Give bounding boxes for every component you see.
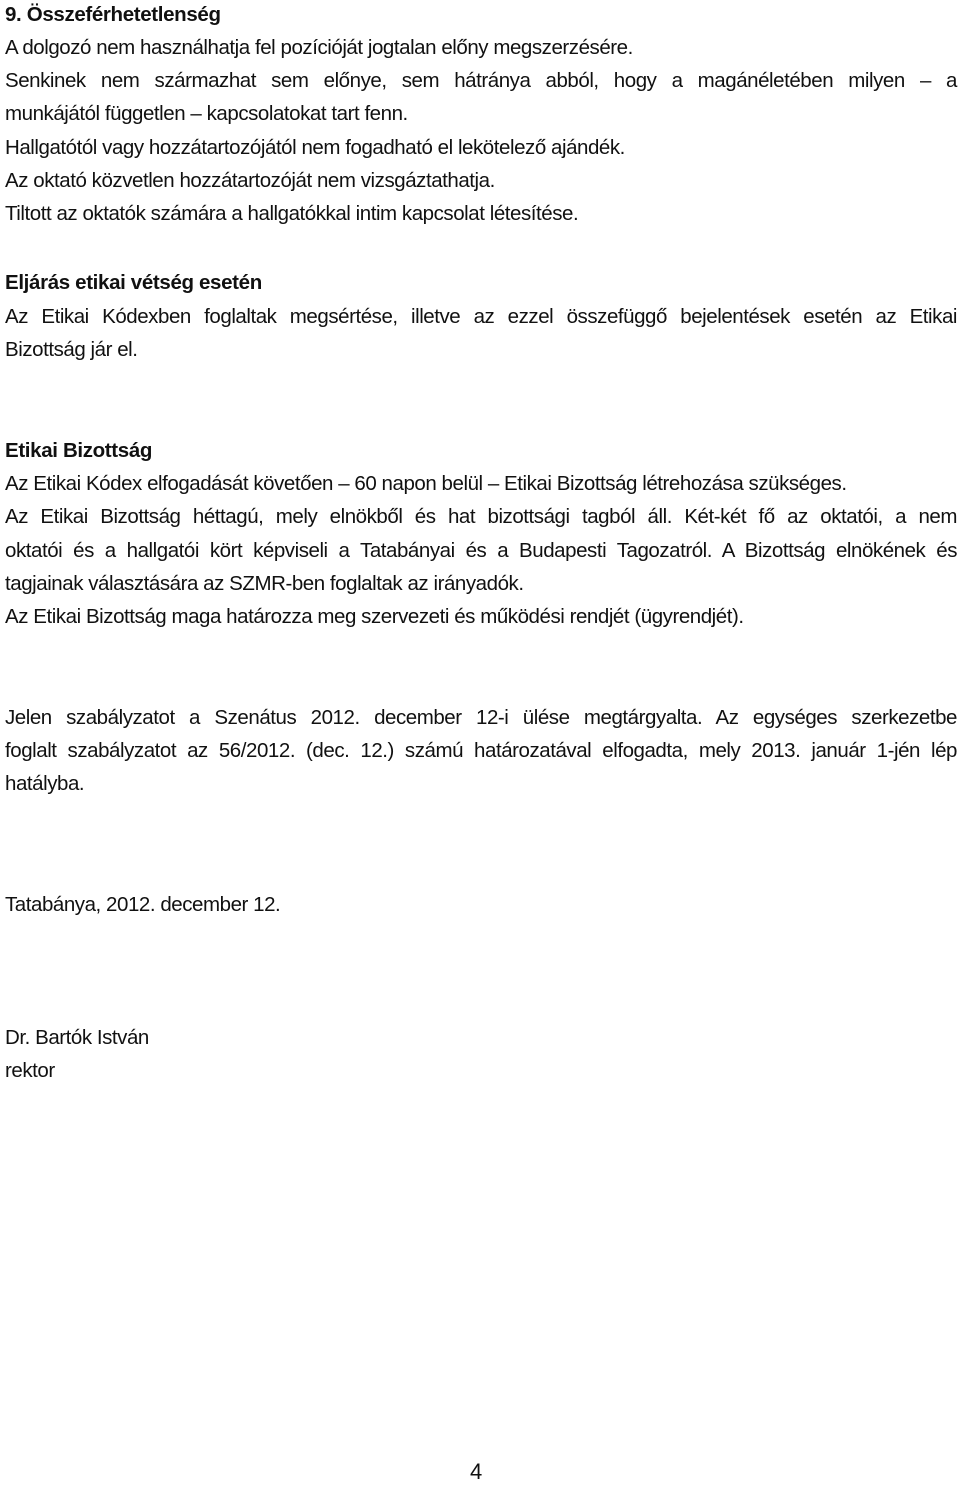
paragraph-line: Hallgatótól vagy hozzátartozójától nem fogadható el lekötelező ajándék.	[5, 136, 625, 159]
paragraph-line: Az Etikai Bizottság héttagú, mely elnökből és hat bizottsági tagból áll. Két-két fő az oktatói, a nem	[5, 505, 957, 528]
place-date: Tatabánya, 2012. december 12.	[5, 893, 281, 916]
section-heading-ethics-committee: Etikai Bizottság	[5, 439, 153, 462]
paragraph-line: Az oktató közvetlen hozzátartozóját nem vizsgáztathatja.	[5, 169, 495, 192]
section-heading-incompatibility: 9. Összeférhetetlenség	[5, 3, 221, 26]
paragraph-line: oktatói és a hallgatói kört képviseli a Tatabányai és a Budapesti Tagozatról. A Bizottság elnökének és	[5, 539, 957, 562]
document-page	[5, 0, 957, 1487]
paragraph-line: Az Etikai Kódexben foglaltak megsértése, illetve az ezzel összefüggő bejelentések esetén az Etikai	[5, 305, 957, 328]
paragraph-line: A dolgozó nem használhatja fel pozícióját jogtalan előny megszerzésére.	[5, 36, 633, 59]
paragraph-line: Az Etikai Bizottság maga határozza meg szervezeti és működési rendjét (ügyrendjét).	[5, 605, 744, 628]
paragraph-line: munkájától független – kapcsolatokat tart fenn.	[5, 102, 408, 125]
signatory-name: Dr. Bartók István	[5, 1026, 149, 1049]
signatory-title: rektor	[5, 1059, 55, 1082]
page-number: 4	[470, 1459, 483, 1484]
paragraph-line: Senkinek nem származhat sem előnye, sem hátránya abból, hogy a magánéletében milyen – a	[5, 69, 957, 92]
paragraph-line: Tiltott az oktatók számára a hallgatókkal intim kapcsolat létesítése.	[5, 202, 579, 225]
section-heading-procedure: Eljárás etikai vétség esetén	[5, 271, 262, 294]
paragraph-line: Az Etikai Kódex elfogadását követően – 60 napon belül – Etikai Bizottság létrehozása szükséges.	[5, 472, 847, 495]
paragraph-line: Bizottság jár el.	[5, 338, 138, 361]
paragraph-line: foglalt szabályzatot az 56/2012. (dec. 12.) számú határozatával elfogadta, mely 2013. január 1-jén lép	[5, 739, 957, 762]
paragraph-line: tagjainak választására az SZMR-ben foglaltak az irányadók.	[5, 572, 524, 595]
paragraph-line: Jelen szabályzatot a Szenátus 2012. december 12-i ülése megtárgyalta. Az egységes szerkezetbe	[5, 706, 957, 729]
paragraph-line: hatályba.	[5, 772, 85, 795]
